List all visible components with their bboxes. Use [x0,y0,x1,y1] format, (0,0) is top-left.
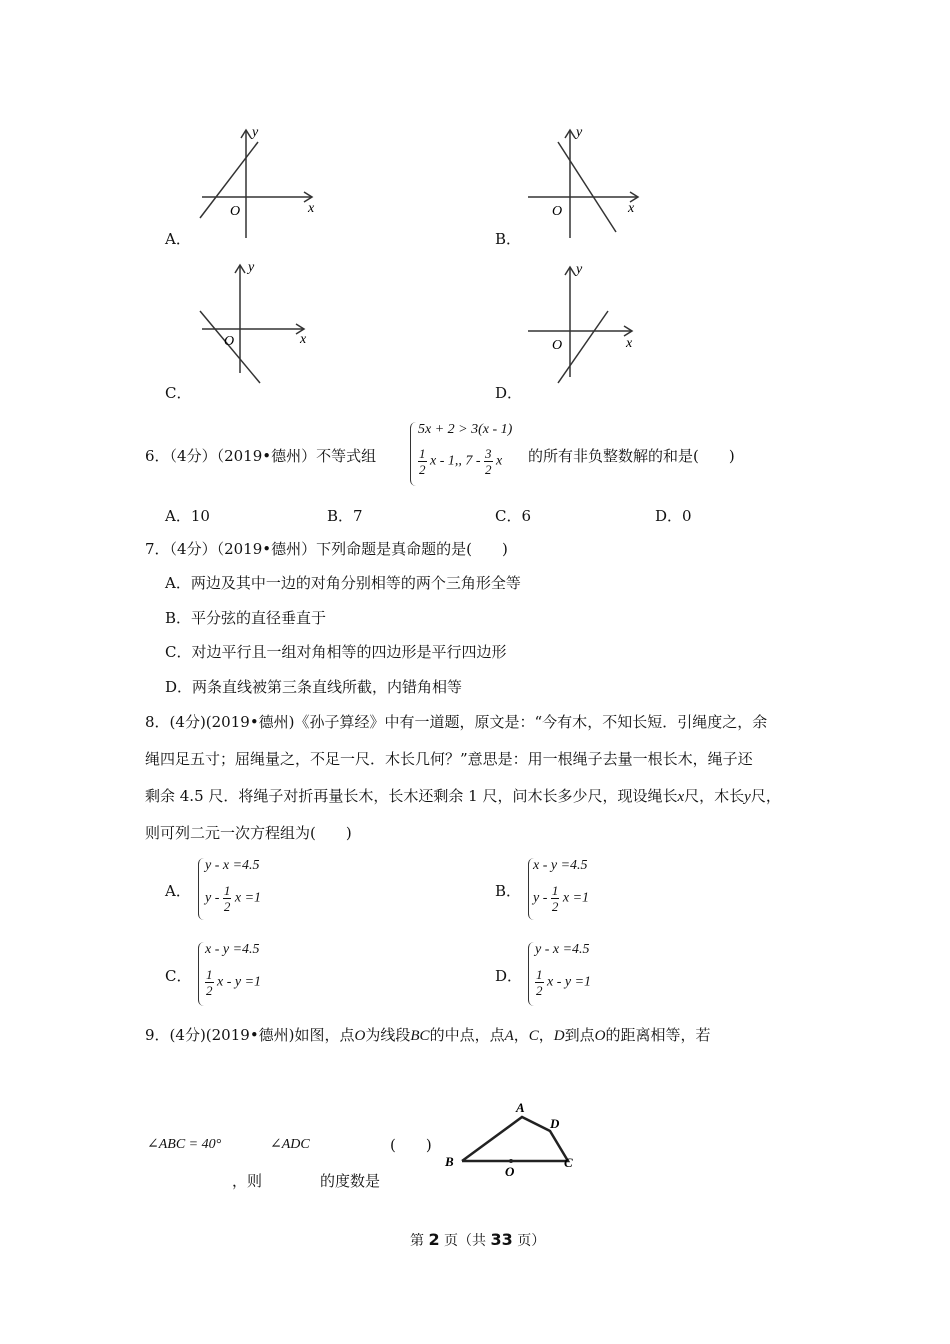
option-label: A． [165,230,191,248]
origin-label: O [230,204,241,219]
option-c[interactable]: C．6 [495,507,532,525]
option-label: D． [495,384,523,402]
graph-a-figure [190,120,330,245]
then-text: ，则 [232,1172,263,1190]
option-c[interactable]: C．对边平行且一组对角相等的四边形是平行四边形 [165,643,507,661]
point-o-label: O [505,1164,515,1179]
question-7-stem: 7．（4分）（2019•德州）下列命题是真命题的是( ) [145,540,508,558]
question-6-prefix: 6．（4分）（2019•德州）不等式组 [145,447,377,465]
angle-abc: ∠ABC = 40° [147,1137,222,1152]
vertex-b-label: B [445,1154,454,1169]
graph-b-figure [520,120,660,245]
quadrilateral-figure [440,1095,590,1180]
question-8-line-2: 绳四足五寸；屈绳量之，不足一尺．木长几何？”意思是：用一根绳子去量一根长木，绳子还 [145,750,753,768]
option-a[interactable]: A．两边及其中一边的对角分别相等的两个三角形全等 [165,574,521,592]
option-d[interactable]: D．两条直线被第三条直线所截，内错角相等 [165,678,463,696]
x-axis-label: x [626,336,633,351]
origin-label: O [224,334,235,349]
option-b[interactable]: B．7 [327,507,363,525]
page-number: 2 [428,1230,440,1249]
question-8-line-4: 则可列二元一次方程组为( ) [145,824,352,842]
y-axis-label: y [576,125,583,140]
x-axis-label: x [628,201,635,216]
answer-paren: ( ) [390,1136,432,1154]
vertex-c-label: C [564,1155,573,1170]
inequality-2: $\frac{1}{2}$ x - 1,, 7 - $\frac{3}{2}$ x [419,446,503,477]
question-8-line-1: 8．(4分)(2019•德州)《孙子算经》中有一道题，原文是：“今有木，不知长短．引绳度之，余 [145,713,768,731]
option-b[interactable]: B．平分弦的直径垂直于 [165,609,327,627]
system-brace [410,422,416,486]
x-axis-label: x [308,201,315,216]
vertex-a-label: A [516,1100,525,1115]
y-axis-label: y [576,262,583,277]
inequality-1: 5x + 2 > 3(x - 1) [418,422,513,437]
vertex-d-label: D [550,1116,560,1131]
option-d[interactable]: D．0 [655,507,692,525]
page-total: 33 [490,1230,513,1249]
question-8-line-3: 剩余 4.5 尺．将绳子对折再量长木，长木还剩余 1 尺，问木长多少尺，现设绳长x尺，木长y尺， [145,787,781,805]
graph-d-figure [520,255,660,390]
option-label: C． [165,384,192,402]
graph-c-figure [190,255,330,390]
page-footer: 第 2 页（共 33 页） [410,1230,546,1249]
question-6-suffix: 的所有非负整数解的和是( ) [528,447,735,465]
option-a[interactable]: A．10 [165,507,210,525]
question-9-stem: 9．(4分)(2019•德州)如图，点O为线段BC的中点，点A，C，D到点O的距离相等，若 [145,1026,711,1044]
angle-adc: ∠ADC [270,1137,310,1152]
y-axis-label: y [252,125,259,140]
degree-text: 的度数是 [320,1172,381,1190]
origin-label: O [552,204,563,219]
origin-label: O [552,338,563,353]
option-label: B． [495,230,522,248]
y-axis-label: y [248,260,255,275]
x-axis-label: x [300,332,307,347]
